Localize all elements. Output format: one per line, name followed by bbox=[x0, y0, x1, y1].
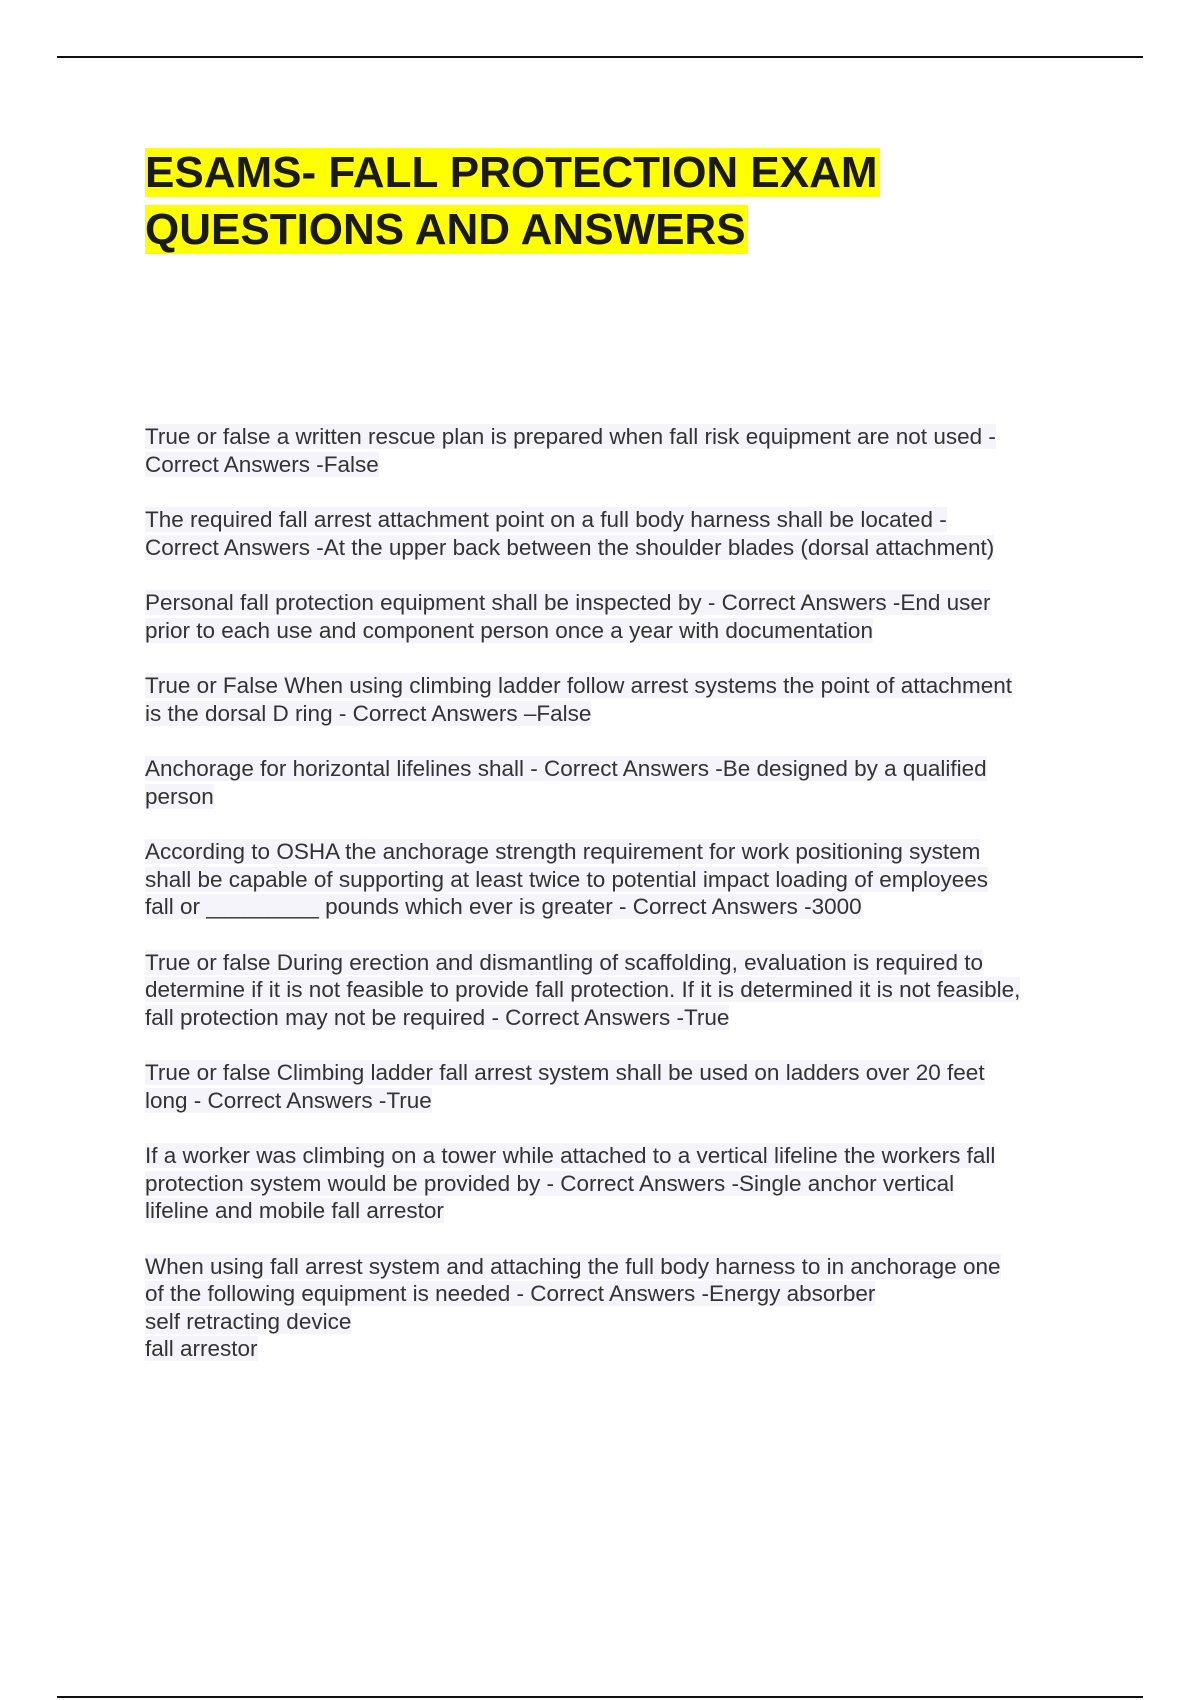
qa-item bbox=[145, 423, 1095, 478]
qa-item bbox=[145, 589, 1095, 644]
title-line-1: ESAMS- FALL PROTECTION EXAM bbox=[145, 148, 878, 197]
qa-item bbox=[145, 506, 1095, 561]
qa-text: True or false a written rescue plan is prepared when fall risk equipment are not used - Correct Answers -False bbox=[145, 424, 996, 477]
qa-item bbox=[145, 1253, 1095, 1363]
qa-text: According to OSHA the anchorage strength requirement for work positioning system shall be capable of supporting at least twice to potential impact loading of employees fall or _________ pounds which ever is greater - Correct Answers -3000 bbox=[145, 839, 989, 919]
qa-text: When using fall arrest system and attaching the full body harness to in anchorage one of the following equipment is needed - Correct Answers -Energy absorber self retracting device fall arrestor bbox=[145, 1253, 1001, 1361]
top-rule bbox=[57, 56, 1143, 58]
title-line-2: QUESTIONS AND ANSWERS bbox=[145, 205, 746, 254]
qa-text: The required fall arrest attachment point on a full body harness shall be located - Correct Answers -At the upper back between the shoulder blades (dorsal attachment) bbox=[145, 507, 995, 560]
page-title bbox=[145, 144, 1075, 258]
qa-text: True or false Climbing ladder fall arrest system shall be used on ladders over 20 feet long - Correct Answers -True bbox=[145, 1060, 985, 1113]
qa-item bbox=[145, 672, 1095, 727]
qa-list bbox=[145, 423, 1095, 1391]
qa-text: Personal fall protection equipment shall be inspected by - Correct Answers -End user prior to each use and component person once a year with documentation bbox=[145, 590, 991, 643]
qa-text: True or false During erection and dismantling of scaffolding, evaluation is required to determine if it is not feasible to provide fall protection. If it is determined it is not feasible, fall protection may not be required - Correct Answers -True bbox=[145, 949, 1021, 1030]
qa-item bbox=[145, 838, 1095, 921]
qa-item bbox=[145, 1059, 1095, 1114]
bottom-rule bbox=[57, 1696, 1143, 1698]
qa-item bbox=[145, 755, 1095, 810]
qa-item bbox=[145, 1142, 1095, 1225]
qa-text: True or False When using climbing ladder follow arrest systems the point of attachment is the dorsal D ring - Correct Answers –False bbox=[145, 673, 1013, 726]
qa-item bbox=[145, 949, 1095, 1032]
qa-text: Anchorage for horizontal lifelines shall - Correct Answers -Be designed by a qualified person bbox=[145, 756, 987, 809]
qa-text: If a worker was climbing on a tower while attached to a vertical lifeline the workers fall protection system would be provided by - Correct Answers -Single anchor vertical lifeline and mobile fall arrestor bbox=[145, 1143, 996, 1223]
